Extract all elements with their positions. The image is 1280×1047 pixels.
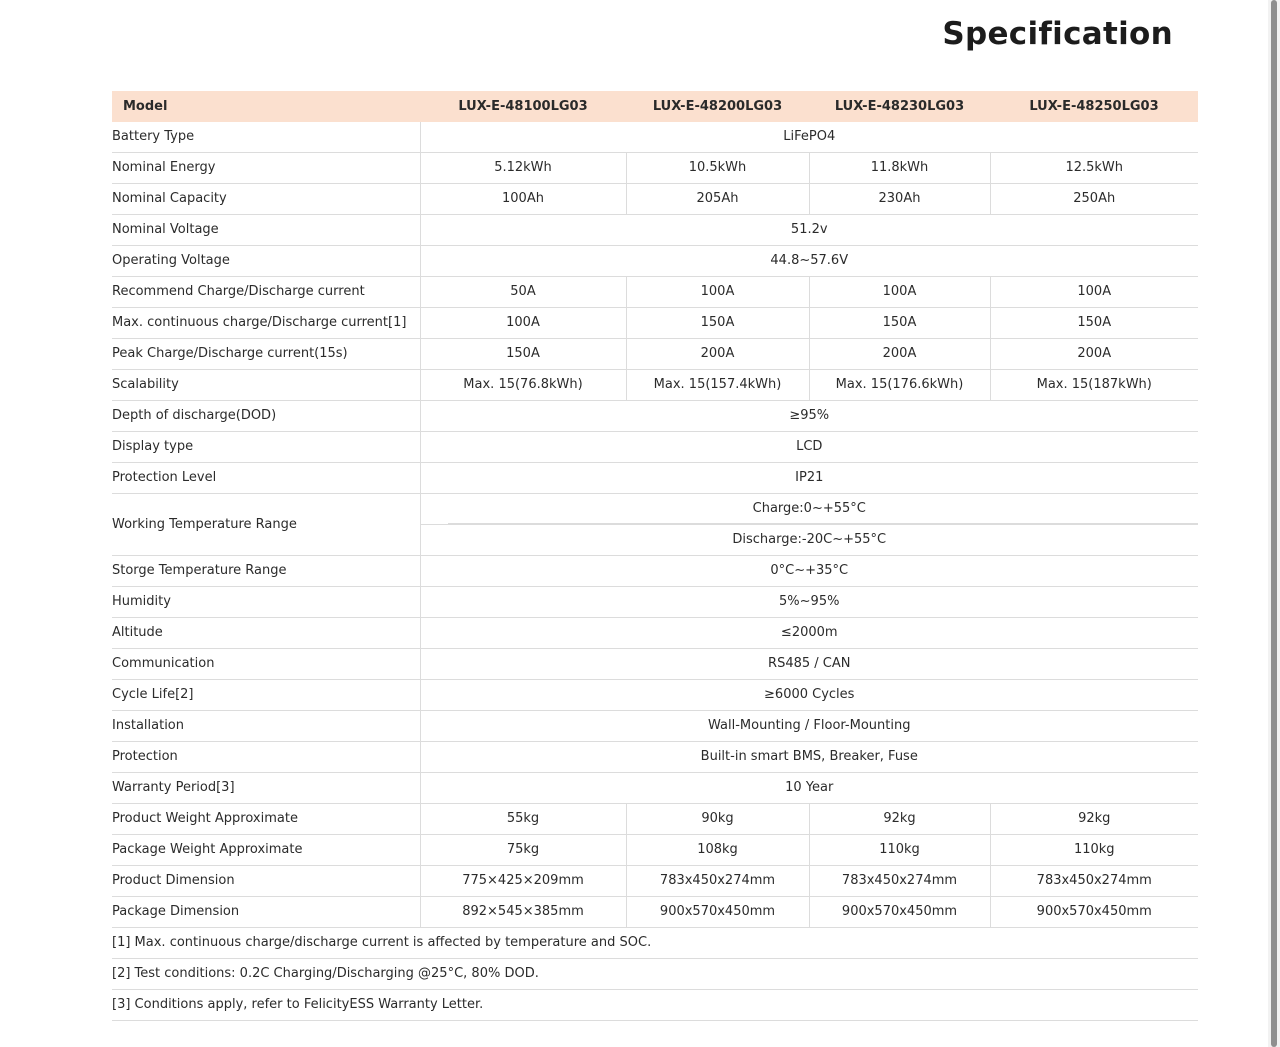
- row-label: Recommend Charge/Discharge current: [112, 277, 420, 308]
- row-value: 51.2v: [420, 215, 1198, 246]
- row-value: 150A: [420, 339, 626, 370]
- row-value: 783x450x274mm: [809, 866, 990, 897]
- row-label: Package Dimension: [112, 897, 420, 928]
- row-value: 150A: [990, 308, 1198, 339]
- row-label: Display type: [112, 432, 420, 463]
- row-value: 200A: [990, 339, 1198, 370]
- row-value: LCD: [420, 432, 1198, 463]
- row-label: Scalability: [112, 370, 420, 401]
- table-row: [112, 711, 1198, 742]
- row-value: 12.5kWh: [990, 153, 1198, 184]
- row-value: 100A: [990, 277, 1198, 308]
- row-label: Protection Level: [112, 463, 420, 494]
- row-label: Depth of discharge(DOD): [112, 401, 420, 432]
- table-row: [112, 680, 1198, 711]
- row-value: 900x570x450mm: [990, 897, 1198, 928]
- row-value: 892×545×385mm: [420, 897, 626, 928]
- row-label: Communication: [112, 649, 420, 680]
- row-value: 900x570x450mm: [809, 897, 990, 928]
- row-value: 44.8~57.6V: [420, 246, 1198, 277]
- row-label: Operating Voltage: [112, 246, 420, 277]
- table-row: [112, 835, 1198, 866]
- row-value: 100A: [626, 277, 809, 308]
- table-row: [112, 184, 1198, 215]
- row-value: 110kg: [809, 835, 990, 866]
- row-value: 775×425×209mm: [420, 866, 626, 897]
- row-value: Built-in smart BMS, Breaker, Fuse: [420, 742, 1198, 773]
- model-header: Model: [112, 91, 420, 122]
- row-value: LiFePO4: [420, 122, 1198, 153]
- table-row: [112, 153, 1198, 184]
- table-row: [112, 463, 1198, 494]
- row-value: 250Ah: [990, 184, 1198, 215]
- model-column-header: LUX-E-48250LG03: [990, 91, 1198, 122]
- table-row: [112, 246, 1198, 277]
- scrollbar[interactable]: [1268, 0, 1280, 1047]
- row-value: Max. 15(176.6kWh): [809, 370, 990, 401]
- row-label: Nominal Energy: [112, 153, 420, 184]
- row-value: 150A: [626, 308, 809, 339]
- row-value: 90kg: [626, 804, 809, 835]
- row-value: IP21: [420, 463, 1198, 494]
- row-value: Max. 15(157.4kWh): [626, 370, 809, 401]
- row-value: Max. 15(76.8kWh): [420, 370, 626, 401]
- table-row: [112, 339, 1198, 370]
- row-value: Wall-Mounting / Floor-Mounting: [420, 711, 1198, 742]
- scrollbar-thumb[interactable]: [1271, 0, 1277, 1047]
- row-value: Charge:0~+55°C: [420, 494, 1198, 525]
- row-value: 200A: [626, 339, 809, 370]
- model-column-header: LUX-E-48230LG03: [809, 91, 990, 122]
- row-label: Protection: [112, 742, 420, 773]
- row-value: 11.8kWh: [809, 153, 990, 184]
- table-row: [112, 370, 1198, 401]
- row-value: 100Ah: [420, 184, 626, 215]
- row-value: 0°C~+35°C: [420, 556, 1198, 587]
- row-value: 5%~95%: [420, 587, 1198, 618]
- row-value: Max. 15(187kWh): [990, 370, 1198, 401]
- table-header-row: [112, 91, 1198, 122]
- row-label: Battery Type: [112, 122, 420, 153]
- row-value: 783x450x274mm: [990, 866, 1198, 897]
- table-row: [112, 122, 1198, 153]
- table-row: [112, 618, 1198, 649]
- footnote: [3] Conditions apply, refer to FelicityESS Warranty Letter.: [112, 990, 1198, 1021]
- table-row: [112, 587, 1198, 618]
- row-label: Package Weight Approximate: [112, 835, 420, 866]
- row-label: Nominal Voltage: [112, 215, 420, 246]
- row-label: Product Weight Approximate: [112, 804, 420, 835]
- table-row: [112, 401, 1198, 432]
- row-value: RS485 / CAN: [420, 649, 1198, 680]
- row-value: ≥95%: [420, 401, 1198, 432]
- row-value: ≤2000m: [420, 618, 1198, 649]
- row-label: Max. continuous charge/Discharge current[1]: [112, 308, 420, 339]
- row-value: 100A: [809, 277, 990, 308]
- table-row: [112, 897, 1198, 928]
- row-value: 10.5kWh: [626, 153, 809, 184]
- row-label: Installation: [112, 711, 420, 742]
- row-label: Nominal Capacity: [112, 184, 420, 215]
- row-value: 92kg: [990, 804, 1198, 835]
- footnote-row: [112, 990, 1198, 1021]
- row-label: Storge Temperature Range: [112, 556, 420, 587]
- page-title: Specification: [942, 16, 1173, 52]
- row-value: 10 Year: [420, 773, 1198, 804]
- row-label: Altitude: [112, 618, 420, 649]
- table-row: [112, 804, 1198, 835]
- footnote: [1] Max. continuous charge/discharge current is affected by temperature and SOC.: [112, 928, 1198, 959]
- row-value: 50A: [420, 277, 626, 308]
- footnote-row: [112, 928, 1198, 959]
- row-label: Warranty Period[3]: [112, 773, 420, 804]
- table-row: [112, 773, 1198, 804]
- table-row: [112, 742, 1198, 773]
- row-label: Product Dimension: [112, 866, 420, 897]
- row-value: 900x570x450mm: [626, 897, 809, 928]
- row-value: ≥6000 Cycles: [420, 680, 1198, 711]
- table-row: [112, 215, 1198, 246]
- row-value: 75kg: [420, 835, 626, 866]
- row-label: Working Temperature Range: [112, 494, 420, 556]
- specification-table: [112, 91, 1198, 1021]
- table-row: [112, 308, 1198, 339]
- table-row: [112, 494, 1198, 525]
- row-value: Discharge:-20C~+55°C: [420, 525, 1198, 556]
- row-value: 200A: [809, 339, 990, 370]
- row-value: 150A: [809, 308, 990, 339]
- table-row: [112, 866, 1198, 897]
- row-value: 100A: [420, 308, 626, 339]
- row-label: Humidity: [112, 587, 420, 618]
- row-value: 205Ah: [626, 184, 809, 215]
- row-value: 55kg: [420, 804, 626, 835]
- row-label: Cycle Life[2]: [112, 680, 420, 711]
- row-label: Peak Charge/Discharge current(15s): [112, 339, 420, 370]
- table-row: [112, 277, 1198, 308]
- row-value: 92kg: [809, 804, 990, 835]
- table-row: [112, 649, 1198, 680]
- footnote-row: [112, 959, 1198, 990]
- row-value: 783x450x274mm: [626, 866, 809, 897]
- model-column-header: LUX-E-48200LG03: [626, 91, 809, 122]
- row-value: 230Ah: [809, 184, 990, 215]
- model-column-header: LUX-E-48100LG03: [420, 91, 626, 122]
- row-value: 108kg: [626, 835, 809, 866]
- table-row: [112, 432, 1198, 463]
- footnote: [2] Test conditions: 0.2C Charging/Discharging @25°C, 80% DOD.: [112, 959, 1198, 990]
- table-row: [112, 556, 1198, 587]
- row-value: 5.12kWh: [420, 153, 626, 184]
- row-value: 110kg: [990, 835, 1198, 866]
